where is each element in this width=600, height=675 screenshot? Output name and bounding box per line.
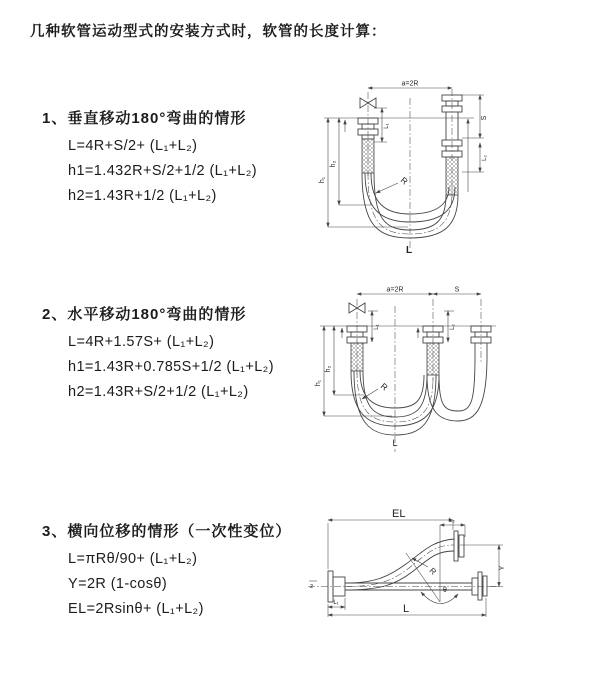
section-horizontal-movement <box>42 303 274 410</box>
length-label: L <box>405 245 413 256</box>
dim-label-h1: h₁ <box>319 176 326 184</box>
datum-label: z <box>310 583 314 590</box>
dim-label-s: S <box>481 115 488 121</box>
dim-label-l1: L₁ <box>384 123 390 129</box>
diagram3-linework <box>309 525 487 604</box>
dim-label-l: L <box>402 603 410 615</box>
angle-label: θ <box>443 587 447 594</box>
formula-el: EL=2Rsinθ+ (L₁+L₂) <box>68 601 204 617</box>
dim-label-s: S <box>454 286 460 294</box>
left-hose-fitting <box>347 326 367 371</box>
dim-label-h2: h₂ <box>325 365 332 373</box>
diagram1-centerlines <box>368 89 452 250</box>
radius-line <box>406 553 440 602</box>
displaced-hose-curve <box>345 539 454 590</box>
formula-h2: h2=1.43R+1/2 (L₁+L₂) <box>68 188 217 204</box>
hose-u-curves <box>351 356 487 435</box>
upper-flange <box>454 531 464 561</box>
dim-label-l2: L₂ <box>449 518 455 524</box>
dim-label-l1: L₁ <box>374 324 380 330</box>
diagram-vertical-180-bend <box>312 80 592 258</box>
dim-label-y: Y <box>499 565 506 571</box>
formula-h1: h1=1.432R+S/2+1/2 (L₁+L₂) <box>68 163 258 179</box>
diagram3-centerlines <box>308 545 496 587</box>
formula-h2: h2=1.43R+S/2+1/2 (L₁+L₂) <box>68 384 249 400</box>
dim-label-el: EL <box>392 508 406 520</box>
formula-y: Y=2R (1-cosθ) <box>68 576 168 592</box>
diagram2-linework <box>320 303 496 435</box>
dim-label-l1: L₁ <box>333 600 339 606</box>
angle-arc <box>421 592 458 604</box>
diagram3-labels <box>310 508 506 615</box>
length-label: L <box>392 438 398 448</box>
section-lateral-displacement <box>42 520 291 627</box>
diagram-lateral-displacement <box>300 497 600 637</box>
radius-label: R <box>398 174 410 187</box>
section-vertical-movement <box>42 107 257 214</box>
straight-pipe-initial-position <box>345 572 487 600</box>
left-hose-fitting <box>358 118 378 173</box>
radius-label: R <box>378 380 390 393</box>
dim-label-a2r: a=2R <box>401 80 419 88</box>
section-1-heading: 1、垂直移动180°弯曲的情形 <box>42 110 247 127</box>
section-3-heading: 3、横向位移的情形（一次性变位） <box>42 523 292 540</box>
dim-label-l2: L₂ <box>450 324 456 330</box>
diagram3-dimensions <box>328 520 503 617</box>
dim-label-l2: L₂ <box>482 155 488 161</box>
formula-h1: h1=1.43R+0.785S+1/2 (L₁+L₂) <box>68 359 274 375</box>
diagram-horizontal-180-bend <box>312 286 600 458</box>
middle-hose-fitting <box>423 326 443 375</box>
formula-length: L=4R+1.57S+ (L₁+L₂) <box>68 334 215 350</box>
diagram1-dimensions <box>328 88 484 227</box>
dim-label-a2r: a=2R <box>386 286 404 294</box>
radius-label: R <box>427 566 439 577</box>
diagram2-dimensions <box>324 294 481 416</box>
page-title: 几种软管运动型式的安装方式时，软管的长度计算： <box>30 24 387 40</box>
formula-length: L=πRθ/90+ (L₁+L₂) <box>68 551 198 567</box>
dim-label-h2: h₂ <box>330 160 337 168</box>
section-2-heading: 2、水平移动180°弯曲的情形 <box>42 306 247 323</box>
diagram1-linework <box>324 95 474 238</box>
formula-length: L=4R+S/2+ (L₁+L₂) <box>68 138 198 154</box>
dim-label-h1: h₁ <box>315 379 322 387</box>
